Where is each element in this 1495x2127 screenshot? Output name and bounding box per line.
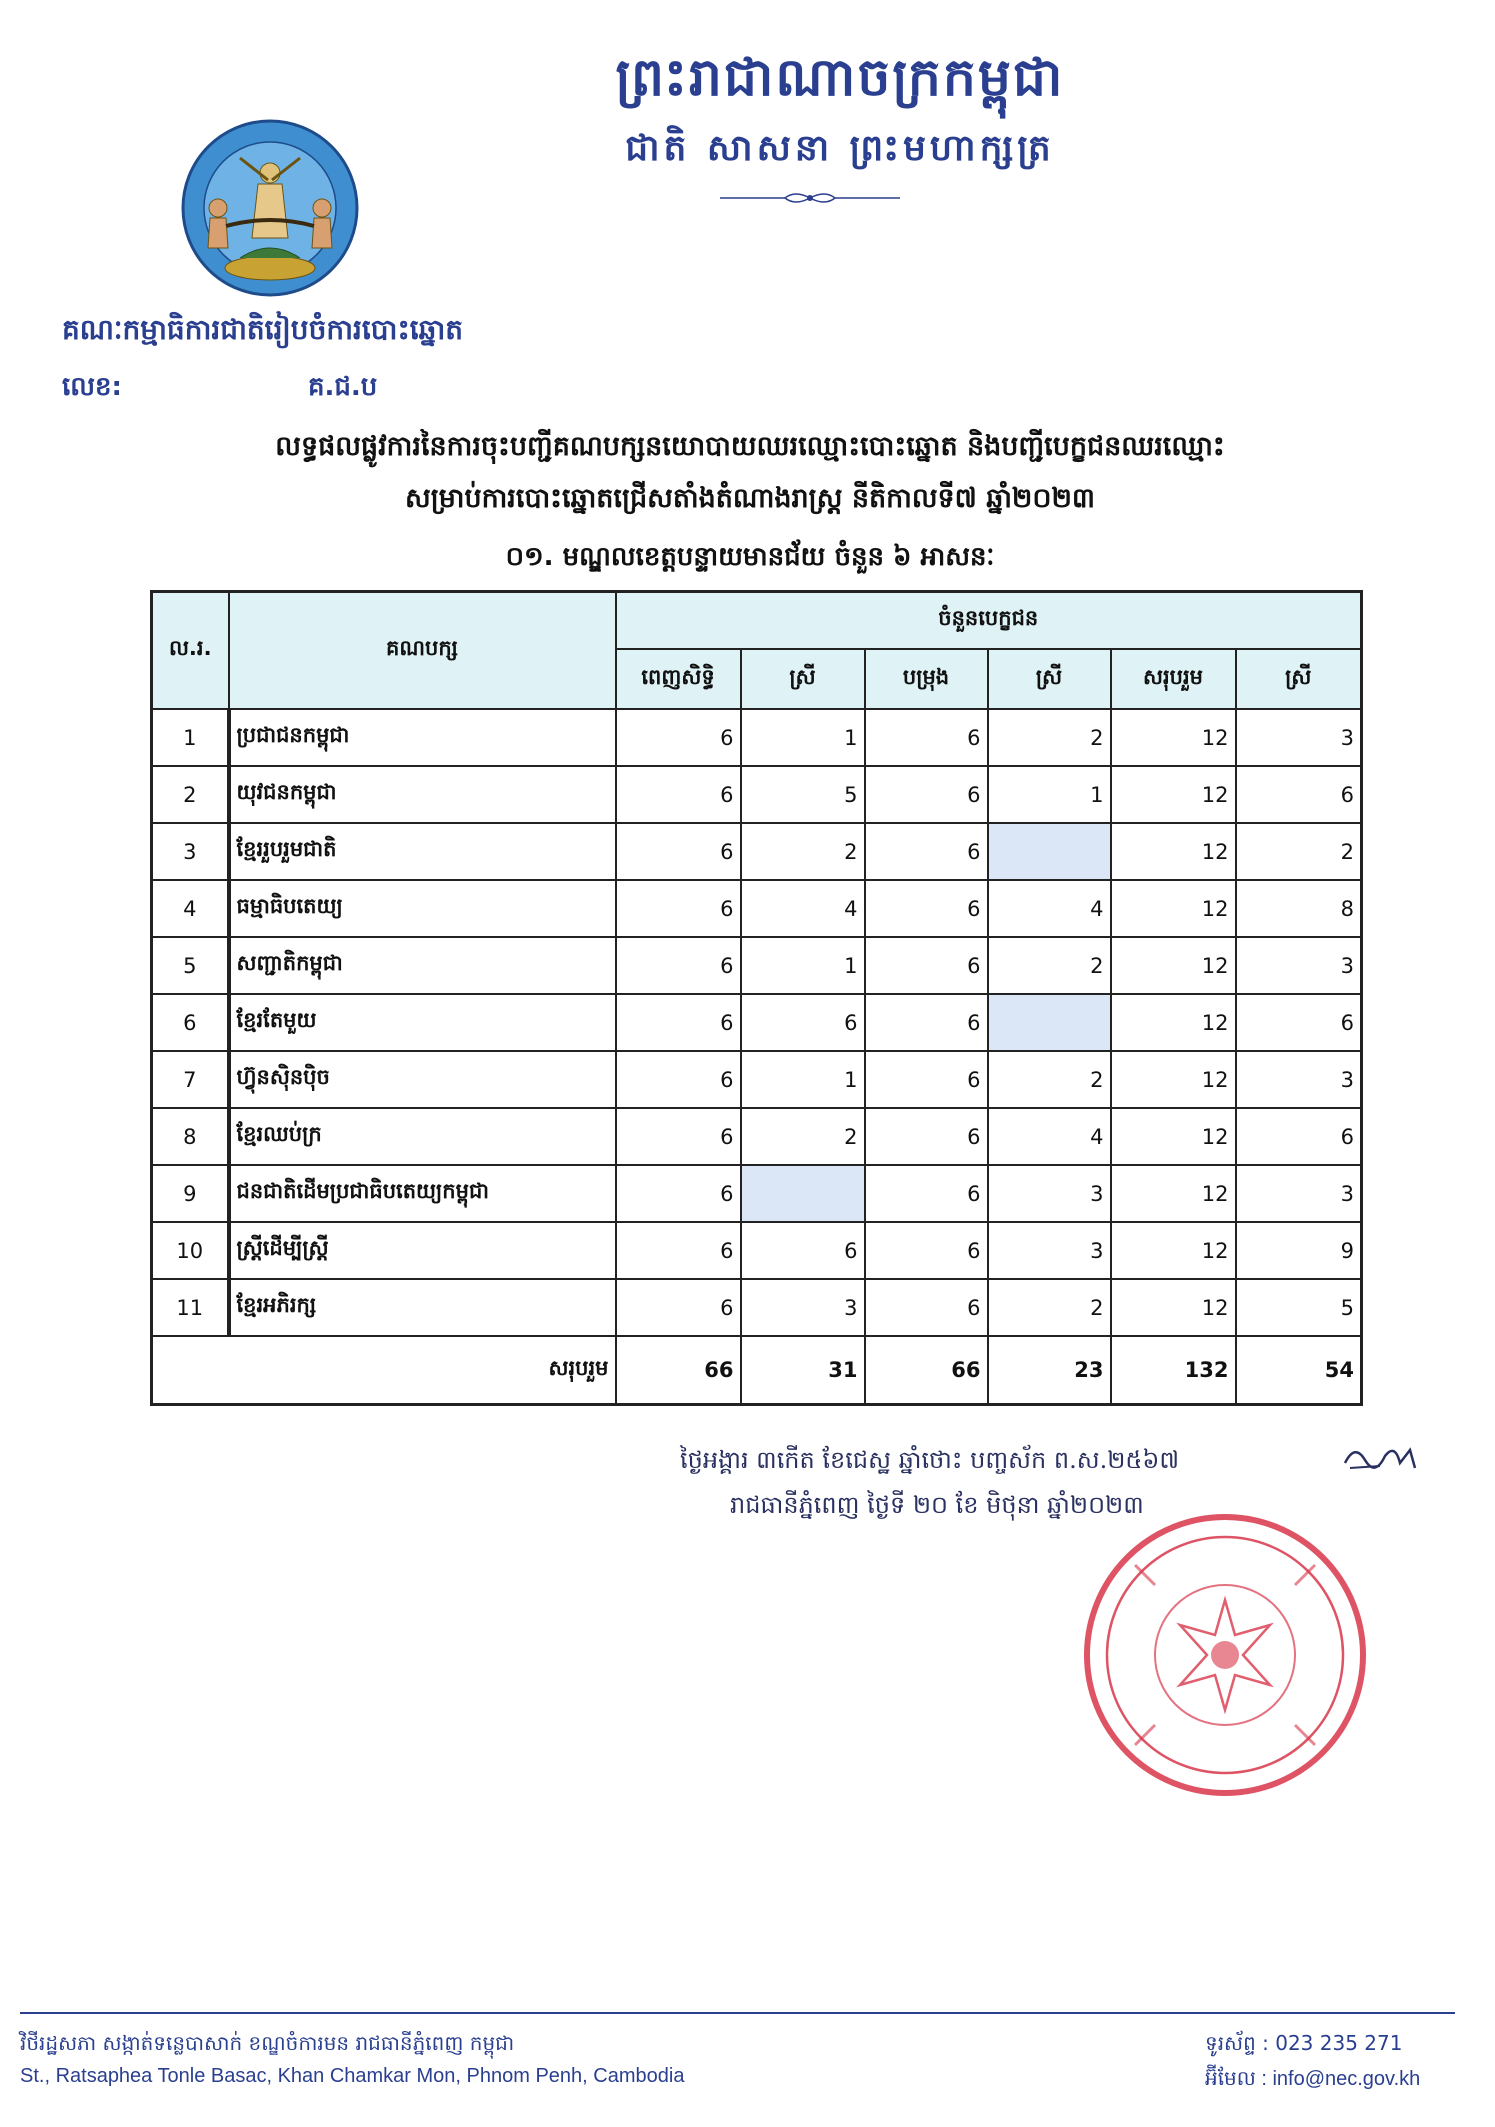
cell-reserve: 6 xyxy=(865,1279,988,1336)
cell-reserve: 6 xyxy=(865,937,988,994)
cell-party: យុវជនកម្ពុជា xyxy=(229,766,616,823)
table-row xyxy=(152,1165,1362,1222)
cell-reserve-female: 2 xyxy=(988,937,1111,994)
column-header-full-female: ស្រី xyxy=(741,649,865,709)
cell-reserve-female: 2 xyxy=(988,709,1111,766)
cell-total-female: 2 xyxy=(1236,823,1362,880)
cell-reserve-female xyxy=(988,994,1111,1051)
cell-total: 12 xyxy=(1111,1108,1236,1165)
cell-total-female: 6 xyxy=(1236,1108,1362,1165)
cell-reserve: 6 xyxy=(865,1165,988,1222)
cell-total-female: 3 xyxy=(1236,937,1362,994)
cell-reserve: 6 xyxy=(865,823,988,880)
cell-total-female: 5 xyxy=(1236,1279,1362,1336)
cell-party: ប្រជាជនកម្ពុជា xyxy=(229,709,616,766)
table-body xyxy=(152,709,1362,1405)
cell-total: 12 xyxy=(1111,1279,1236,1336)
cell-no: 11 xyxy=(152,1279,229,1336)
cell-total: 12 xyxy=(1111,1051,1236,1108)
lunar-date: ថ្ងៃអង្គារ ៣កើត ខែជេស្ឋ ឆ្នាំថោះ បញ្ចស័ក ព.ស.២៥៦៧ xyxy=(680,1446,1180,1474)
cell-full-female: 1 xyxy=(741,709,865,766)
cell-full-female: 4 xyxy=(741,880,865,937)
table-header-row xyxy=(152,592,1362,650)
cell-full: 6 xyxy=(616,1108,741,1165)
cell-full-female: 6 xyxy=(741,994,865,1051)
cell-reserve: 6 xyxy=(865,1222,988,1279)
table-row xyxy=(152,994,1362,1051)
cell-no: 3 xyxy=(152,823,229,880)
footer-address-khmer: វិថីរដ្ឋសភា សង្កាត់ទន្លេបាសាក់ ខណ្ឌចំការមន រាជធានីភ្នំពេញ កម្ពុជា xyxy=(20,2031,515,2055)
total-total-female: 54 xyxy=(1236,1336,1362,1405)
column-header-reserve-female: ស្រី xyxy=(988,649,1111,709)
cell-full: 6 xyxy=(616,1222,741,1279)
cell-total: 12 xyxy=(1111,1165,1236,1222)
cell-total-female: 3 xyxy=(1236,709,1362,766)
national-motto: ជាតិ សាសនា ព្រះមហាក្សត្រ xyxy=(625,127,1055,169)
cell-no: 2 xyxy=(152,766,229,823)
cell-reserve-female: 1 xyxy=(988,766,1111,823)
footer-email[interactable]: អ៊ីមែល : info@nec.gov.kh xyxy=(1205,2068,1421,2090)
cell-party: ខ្មែរអភិរក្ស xyxy=(229,1279,616,1336)
cell-full: 6 xyxy=(616,709,741,766)
signature-icon xyxy=(1340,1438,1420,1478)
cell-reserve-female: 4 xyxy=(988,1108,1111,1165)
table-row xyxy=(152,709,1362,766)
cell-no: 10 xyxy=(152,1222,229,1279)
cell-reserve-female xyxy=(988,823,1111,880)
cell-full: 6 xyxy=(616,823,741,880)
cell-total-female: 3 xyxy=(1236,1051,1362,1108)
cell-reserve: 6 xyxy=(865,709,988,766)
cell-total-female: 8 xyxy=(1236,880,1362,937)
cell-full: 6 xyxy=(616,880,741,937)
cell-reserve-female: 3 xyxy=(988,1165,1111,1222)
cell-total: 12 xyxy=(1111,709,1236,766)
constituency-subtitle: ០១. មណ្ឌលខេត្តបន្ទាយមានជ័យ ចំនួន ៦ អាសនៈ xyxy=(505,542,995,572)
cell-total-female: 6 xyxy=(1236,766,1362,823)
column-header-candidates: ចំនួនបេក្ខជន xyxy=(616,592,1362,650)
cell-reserve-female: 2 xyxy=(988,1051,1111,1108)
column-header-full: ពេញសិទ្ធិ xyxy=(616,649,741,709)
cell-total: 12 xyxy=(1111,766,1236,823)
total-full: 66 xyxy=(616,1336,741,1405)
candidate-results-table xyxy=(150,590,1363,1406)
cell-party: ខ្មែរតែមួយ xyxy=(229,994,616,1051)
footer-address-english: St., Ratsaphea Tonle Basac, Khan Chamkar Mon, Phnom Penh, Cambodia xyxy=(20,2065,685,2087)
footer-phone: ទូរស័ព្ទ : 023 235 271 xyxy=(1205,2031,1403,2055)
cell-no: 9 xyxy=(152,1165,229,1222)
table-row xyxy=(152,880,1362,937)
cell-full-female: 3 xyxy=(741,1279,865,1336)
column-header-reserve: បម្រុង xyxy=(865,649,988,709)
cell-reserve: 6 xyxy=(865,1051,988,1108)
cell-full: 6 xyxy=(616,1279,741,1336)
cell-party: សញ្ជាតិកម្ពុជា xyxy=(229,937,616,994)
table-row xyxy=(152,937,1362,994)
cell-party: ជនជាតិដើមប្រជាធិបតេយ្យកម្ពុជា xyxy=(229,1165,616,1222)
table-row xyxy=(152,1051,1362,1108)
table-row xyxy=(152,1222,1362,1279)
cell-reserve: 6 xyxy=(865,880,988,937)
cell-reserve-female: 2 xyxy=(988,1279,1111,1336)
table-total-row xyxy=(152,1336,1362,1405)
cell-no: 8 xyxy=(152,1108,229,1165)
column-header-total: សរុបរួម xyxy=(1111,649,1236,709)
cell-no: 5 xyxy=(152,937,229,994)
cell-full: 6 xyxy=(616,1165,741,1222)
total-total: 132 xyxy=(1111,1336,1236,1405)
cell-full: 6 xyxy=(616,766,741,823)
cell-reserve: 6 xyxy=(865,766,988,823)
cell-no: 1 xyxy=(152,709,229,766)
cell-no: 7 xyxy=(152,1051,229,1108)
total-reserve: 66 xyxy=(865,1336,988,1405)
table-row xyxy=(152,1279,1362,1336)
cell-total: 12 xyxy=(1111,880,1236,937)
reference-code: គ.ជ.ប xyxy=(308,372,378,402)
total-label: សរុបរួម xyxy=(152,1336,616,1405)
cell-full-female: 2 xyxy=(741,1108,865,1165)
cell-reserve: 6 xyxy=(865,1108,988,1165)
cell-full-female: 1 xyxy=(741,1051,865,1108)
cell-party: ខ្មែរឈប់ក្រ xyxy=(229,1108,616,1165)
cell-total: 12 xyxy=(1111,1222,1236,1279)
document-title-line2: សម្រាប់ការបោះឆ្នោតជ្រើសតាំងតំណាងរាស្ត្រ នីតិកាលទី៧ ឆ្នាំ២០២៣ xyxy=(405,483,1095,514)
total-full-female: 31 xyxy=(741,1336,865,1405)
cell-full-female: 5 xyxy=(741,766,865,823)
nec-emblem-icon xyxy=(180,118,360,298)
gregorian-date: រាជធានីភ្នំពេញ ថ្ងៃទី ២០ ខែ មិថុនា ឆ្នាំ២០២៣ xyxy=(730,1491,1144,1519)
table-row xyxy=(152,1108,1362,1165)
cell-party: ខ្មែររួបរួមជាតិ xyxy=(229,823,616,880)
cell-total-female: 3 xyxy=(1236,1165,1362,1222)
cell-full: 6 xyxy=(616,994,741,1051)
table-row xyxy=(152,766,1362,823)
table-row xyxy=(152,823,1362,880)
kingdom-title: ព្រះរាជាណាចក្រកម្ពុជា xyxy=(615,47,1065,108)
cell-total: 12 xyxy=(1111,823,1236,880)
cell-reserve: 6 xyxy=(865,994,988,1051)
cell-full: 6 xyxy=(616,1051,741,1108)
document-title-line1: លទ្ធផលផ្លូវការនៃការចុះបញ្ជីគណបក្សនយោបាយឈរឈ្មោះបោះឆ្នោត និងបញ្ជីបេក្ខជនឈរឈ្មោះ xyxy=(275,431,1225,462)
cell-full: 6 xyxy=(616,937,741,994)
cell-total: 12 xyxy=(1111,994,1236,1051)
reference-number-label: លេខ: xyxy=(62,372,122,402)
cell-total-female: 6 xyxy=(1236,994,1362,1051)
column-header-total-female: ស្រី xyxy=(1236,649,1362,709)
cell-party: ស្ត្រីដើម្បីស្ត្រី xyxy=(229,1222,616,1279)
cell-full-female: 1 xyxy=(741,937,865,994)
cell-no: 6 xyxy=(152,994,229,1051)
footer-divider xyxy=(20,2012,1455,2014)
cell-full-female: 6 xyxy=(741,1222,865,1279)
cell-reserve-female: 3 xyxy=(988,1222,1111,1279)
cell-full-female xyxy=(741,1165,865,1222)
organization-name: គណៈកម្មាធិការជាតិរៀបចំការបោះឆ្នោត xyxy=(62,313,464,346)
cell-reserve-female: 4 xyxy=(988,880,1111,937)
ornament-divider-icon xyxy=(720,190,900,206)
column-header-no: ល.រ. xyxy=(152,592,229,710)
cell-full-female: 2 xyxy=(741,823,865,880)
cell-total-female: 9 xyxy=(1236,1222,1362,1279)
total-reserve-female: 23 xyxy=(988,1336,1111,1405)
cell-party: ហ៊្វុនស៊ិនប៉ិច xyxy=(229,1051,616,1108)
cell-no: 4 xyxy=(152,880,229,937)
cell-total: 12 xyxy=(1111,937,1236,994)
column-header-party: គណបក្ស xyxy=(229,592,616,710)
cell-party: ធម្មាធិបតេយ្យ xyxy=(229,880,616,937)
official-seal-icon xyxy=(1075,1505,1375,1805)
